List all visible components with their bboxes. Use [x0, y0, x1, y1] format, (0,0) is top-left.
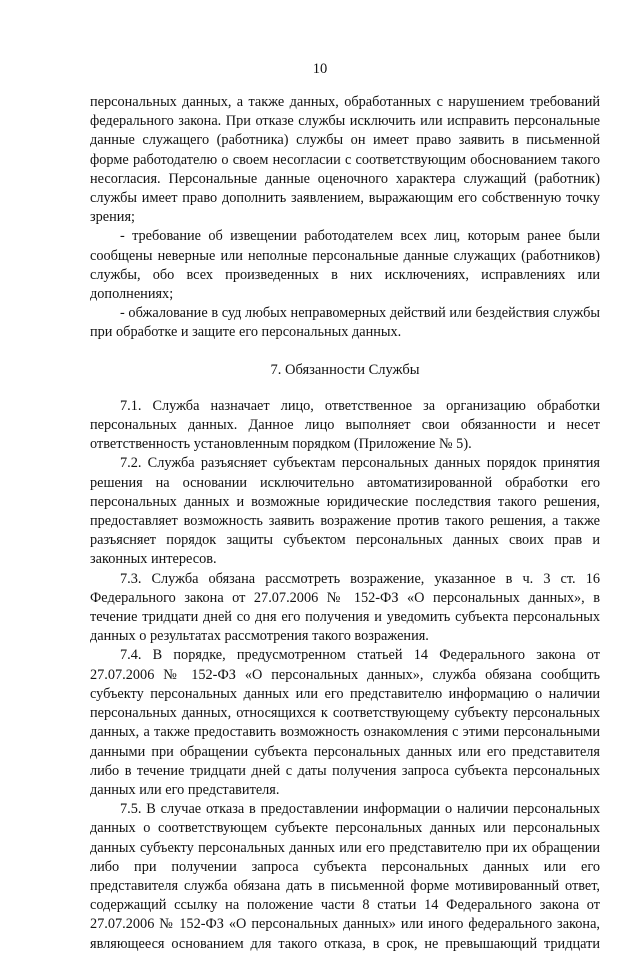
document-body	[90, 93, 600, 954]
paragraph-7-5: 7.5. В случае отказа в предоставлении информации о наличии персональных данных о соответствующем субъекте персональных данных или персональных данных субъекту персональных данных или его представителю при их обращении либо при получении запроса субъекта персональных данных или его представителя служба обязана дать в письменной форме мотивированный ответ, содержащий ссылку на положение части 8 статьи 14 Федерального закона от 27.07.2006 № 152-ФЗ «О персональных данных» или иного федерального закона, являющееся основанием для такого отказа, в срок, не превышающий тридцати	[90, 801, 600, 952]
paragraph-7-1: 7.1. Служба назначает лицо, ответственное за организацию обработки персональных данных. Данное лицо выполняет свои обязанности и несет ответственность установленным порядком (Приложение № 5).	[90, 397, 600, 453]
paragraph-7-2: 7.2. Служба разъясняет субъектам персональных данных порядок принятия решения на основании исключительно автоматизированной обработки его персональных данных и возможные юридические последствия такого решения, предоставляет возможность заявить возражение против такого решения, а также разъясняет порядок защиты субъектом персональных данных своих прав и законных интересов.	[90, 455, 600, 568]
intro-paragraph-2: - требование об извещении работодателем всех лиц, которым ранее были сообщены неверные или неполные персональные данные служащих (работников) службы, обо всех произведенных в них исключениях, исправлениях или дополнениях;	[90, 228, 600, 303]
paragraph-7-3: 7.3. Служба обязана рассмотреть возражение, указанное в ч. 3 ст. 16 Федерального закона от 27.07.2006 № 152-ФЗ «О персональных данных», в течение тридцати дней со дня его получения и уведомить субъекта персональных данных о результатах рассмотрения такого возражения.	[90, 570, 600, 645]
page-number: 10	[312, 61, 328, 77]
section-title: 7. Обязанности Службы	[270, 361, 420, 378]
intro-paragraph-3: - обжалование в суд любых неправомерных действий или бездействия службы при обработке и защите его персональных данных.	[90, 305, 600, 341]
paragraph-7-4: 7.4. В порядке, предусмотренном статьей 14 Федерального закона от 27.07.2006 № 152-ФЗ «О персональных данных», служба обязана сообщить субъекту персональных данных или его представителю информацию о наличии персональных данных, относящихся к соответствующему субъекту персональных данных, а также предоставить возможность ознакомления с этими персональными данными при обращении субъекта персональных данных или его представителя либо в течение тридцати дней с даты получения запроса субъекта персональных данных или его представителя.	[90, 647, 600, 798]
intro-paragraph-1: персональных данных, а также данных, обработанных с нарушением требований федерального закона. При отказе службы исключить или исправить персональные данные служащего (работника) службы он имеет право заявить в письменной форме работодателю о своем несогласии с соответствующим обоснованием такого несогласия. Персональные данные оценочного характера служащий (работник) службы имеет право дополнить заявлением, выражающим его собственную точку зрения;	[90, 94, 600, 226]
